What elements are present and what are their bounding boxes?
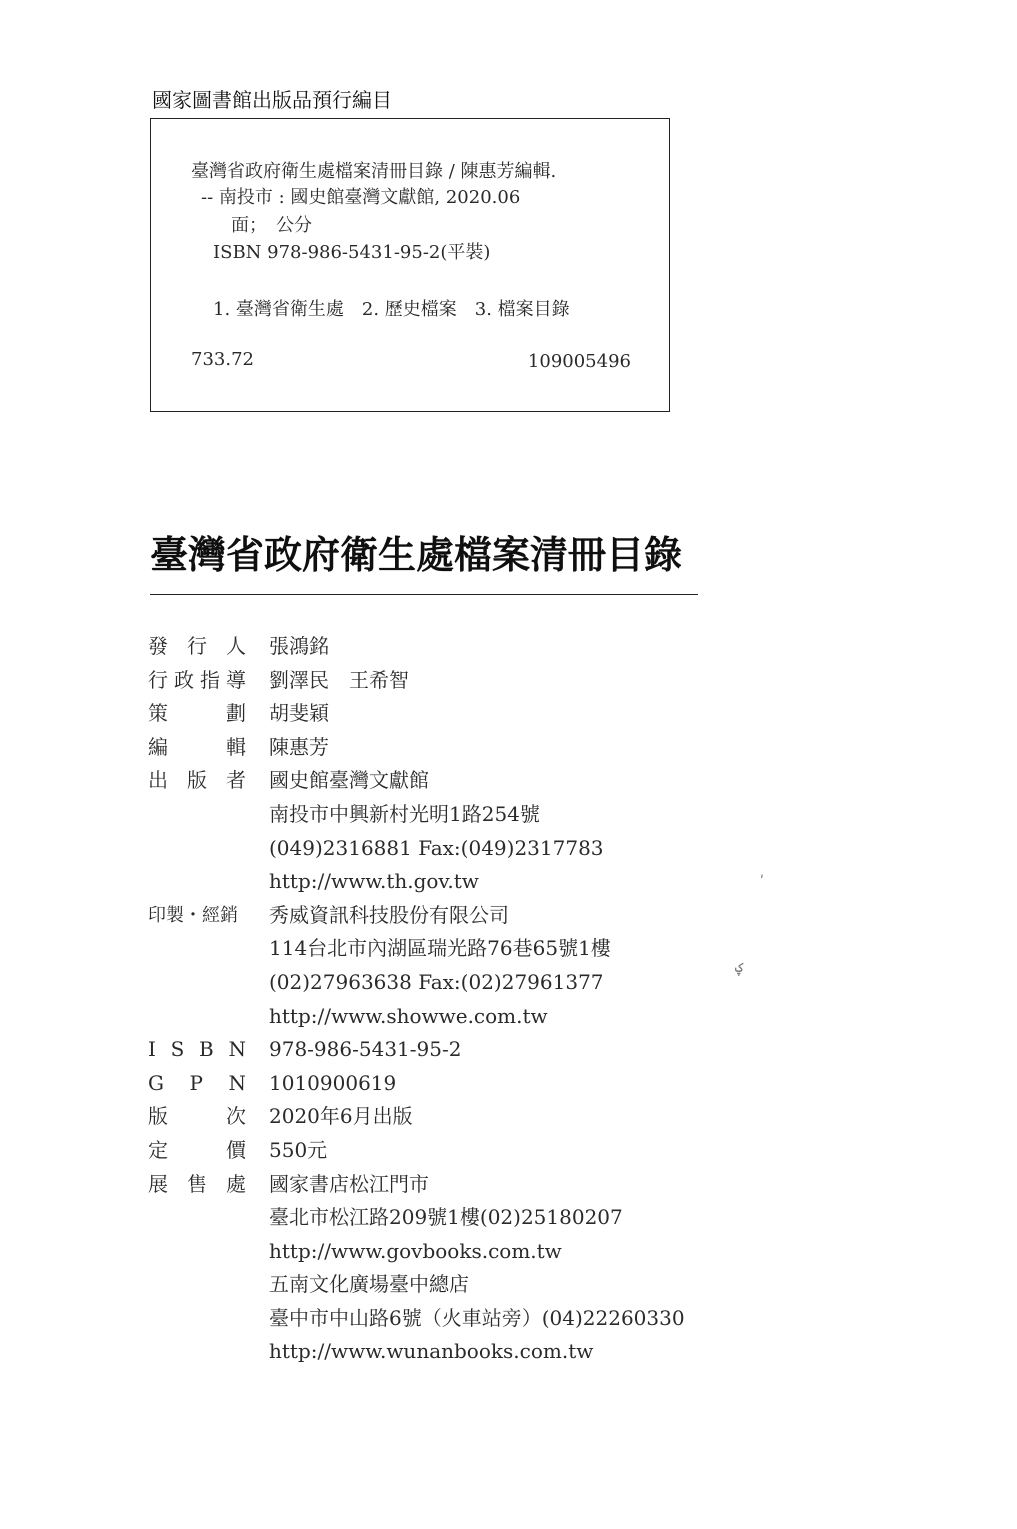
label-edition — [148, 1100, 246, 1134]
cip-isbn: ISBN 978-986-5431-95-2(平裝) — [213, 242, 491, 263]
label-publisher-person — [148, 630, 246, 664]
value-publisher-person: 張鴻銘 — [269, 634, 329, 658]
label-char: N — [228, 1070, 246, 1095]
label-char: 版 — [187, 768, 207, 793]
label-planning — [148, 697, 246, 731]
value-retail2-address: 臺中市中山路6號（火車站旁）(04)22260330 — [269, 1305, 685, 1330]
label-char: 人 — [226, 634, 246, 658]
label-char: 者 — [226, 768, 246, 793]
value-retail2-url: http://www.wunanbooks.com.tw — [269, 1339, 594, 1364]
cip-title-responsibility: 臺灣省政府衛生處檔案清冊目錄 / 陳惠芳編輯. — [191, 161, 557, 182]
label-publisher — [148, 764, 246, 798]
label-char: 版 — [148, 1104, 168, 1129]
value-edition: 2020年6月出版 — [269, 1104, 413, 1129]
value-publisher-phone: (049)2316881 Fax:(049)2317783 — [269, 835, 604, 860]
label-char: G — [148, 1070, 164, 1095]
label-char: 導 — [226, 667, 246, 692]
cip-publication-info: -- 南投市 : 國史館臺灣文獻館, 2020.06 — [201, 187, 521, 208]
label-char: 處 — [226, 1171, 246, 1196]
label-char: 售 — [187, 1171, 207, 1196]
value-publisher-name: 國史館臺灣文獻館 — [269, 768, 429, 793]
label-char: 編 — [148, 734, 168, 759]
label-char: 發 — [148, 634, 168, 658]
label-isbn — [148, 1033, 246, 1067]
label-price — [148, 1134, 246, 1168]
value-price: 550元 — [269, 1137, 328, 1162]
cip-physical-description: 面； 公分 — [231, 215, 312, 236]
label-char: 政 — [174, 667, 194, 692]
value-admin-guidance: 劉澤民 王希智 — [269, 667, 409, 692]
label-char: N — [228, 1037, 246, 1062]
value-printer-phone: (02)27963638 Fax:(02)27961377 — [269, 969, 604, 994]
value-retail1-name: 國家書店松江門市 — [269, 1171, 429, 1196]
label-char: 劃 — [226, 701, 246, 726]
value-editor: 陳惠芳 — [269, 734, 329, 759]
scan-speck: ؼ — [735, 960, 744, 976]
value-printer-name: 秀威資訊科技股份有限公司 — [269, 902, 509, 927]
scan-speck: ʹ — [760, 874, 764, 890]
label-admin-guidance — [148, 664, 246, 698]
label-editor — [148, 731, 246, 765]
value-retail2-name: 五南文化廣場臺中總店 — [269, 1272, 469, 1297]
label-printing: 印製・經銷 — [148, 904, 238, 926]
label-char: 指 — [200, 667, 220, 692]
label-char: 出 — [148, 768, 168, 793]
label-char: P — [189, 1070, 203, 1095]
value-isbn: 978-986-5431-95-2 — [269, 1037, 462, 1062]
label-char: 次 — [226, 1104, 246, 1129]
cip-classification-number: 733.72 — [191, 349, 254, 370]
value-retail1-address: 臺北市松江路209號1樓(02)25180207 — [269, 1205, 623, 1230]
value-gpn: 1010900619 — [269, 1070, 397, 1095]
book-title: 臺灣省政府衛生處檔案清冊目錄 — [150, 532, 683, 577]
value-publisher-url: http://www.th.gov.tw — [269, 869, 479, 894]
cip-record-box — [150, 118, 670, 412]
cip-subjects: 1. 臺灣省衛生處 2. 歷史檔案 3. 檔案目錄 — [213, 299, 570, 320]
label-char: 價 — [226, 1137, 246, 1162]
cip-heading: 國家圖書館出版品預行編目 — [152, 88, 392, 112]
value-retail1-url: http://www.govbooks.com.tw — [269, 1238, 562, 1263]
label-char: 策 — [148, 701, 168, 726]
value-printer-url: http://www.showwe.com.tw — [269, 1003, 548, 1028]
cip-control-number: 109005496 — [527, 351, 631, 372]
label-char: 行 — [187, 634, 207, 658]
value-planning: 胡斐穎 — [269, 701, 329, 726]
value-printer-address: 114台北市內湖區瑞光路76巷65號1樓 — [269, 936, 611, 961]
label-char: 展 — [148, 1171, 168, 1196]
label-retail — [148, 1168, 246, 1202]
label-char: B — [199, 1037, 214, 1062]
label-char: 行 — [148, 667, 168, 692]
label-char: 輯 — [226, 734, 246, 759]
value-publisher-address: 南投市中興新村光明1路254號 — [269, 801, 540, 826]
label-char: 定 — [148, 1137, 168, 1162]
label-char: S — [170, 1037, 185, 1062]
label-gpn — [148, 1067, 246, 1101]
label-char: I — [148, 1037, 156, 1062]
title-rule — [150, 594, 698, 595]
